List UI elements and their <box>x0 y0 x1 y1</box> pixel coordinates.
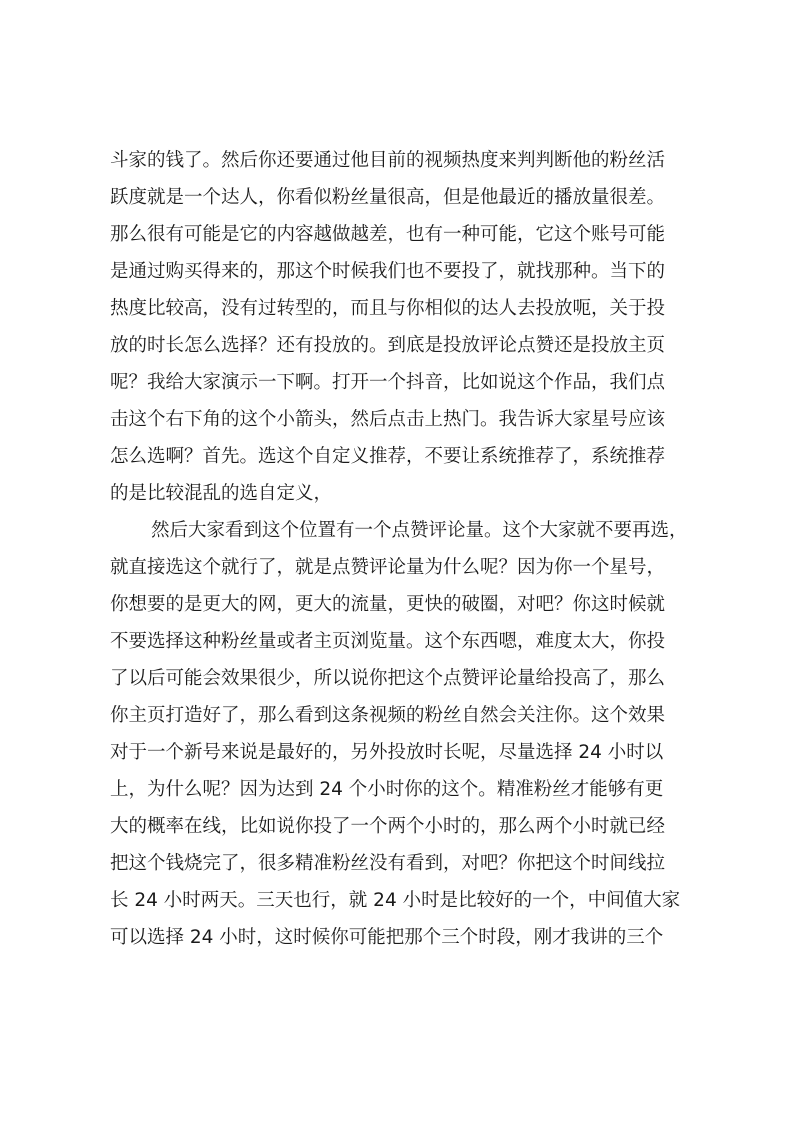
text-line: 长 24 小时两天。三天也行，就 24 小时是比较好的一个，中间值大家 <box>110 890 681 911</box>
text-line: 怎么选啊？首先。选这个自定义推荐，不要让系统推荐了，系统推荐 <box>110 446 666 467</box>
text-line: 斗家的钱了。然后你还要通过他目前的视频热度来判判断他的粉丝活 <box>110 150 666 171</box>
text-line: 然后大家看到这个位置有一个点赞评论量。这个大家就不要再选， <box>151 520 688 541</box>
text-line: 呢？我给大家演示一下啊。打开一个抖音，比如说这个作品，我们点 <box>110 372 666 393</box>
text-line: 那么很有可能是它的内容越做越差，也有一种可能，它这个账号可能 <box>110 224 666 245</box>
text-line: 对于一个新号来说是最好的，另外投放时长呢，尽量选择 24 小时以 <box>110 742 664 763</box>
text-line: 把这个钱烧完了，很多精准粉丝没有看到，对吧？你把这个时间线拉 <box>110 853 666 874</box>
text-line: 你主页打造好了，那么看到这条视频的粉丝自然会关注你。这个效果 <box>110 705 666 726</box>
text-line: 放的时长怎么选择？还有投放的。到底是投放评论点赞还是投放主页 <box>110 335 666 356</box>
text-line: 热度比较高，没有过转型的，而且与你相似的达人去投放呃，关于投 <box>110 298 666 319</box>
text-line: 的是比较混乱的选自定义， <box>110 483 333 504</box>
paragraph-2 <box>110 512 690 956</box>
body-text <box>110 142 690 956</box>
text-line: 不要选择这种粉丝量或者主页浏览量。这个东西嗯，难度太大，你投 <box>110 631 666 652</box>
paragraph-1 <box>110 142 690 512</box>
text-line: 了以后可能会效果很少，所以说你把这个点赞评论量给投高了，那么 <box>110 668 666 689</box>
text-line: 可以选择 24 小时，这时候你可能把那个三个时段，刚才我讲的三个 <box>110 927 664 948</box>
text-line: 上，为什么呢？因为达到 24 个小时你的这个。精准粉丝才能够有更 <box>110 779 664 800</box>
text-line: 就直接选这个就行了，就是点赞评论量为什么呢？因为你一个星号， <box>110 557 666 578</box>
text-line: 你想要的是更大的网，更大的流量，更快的破圈，对吧？你这时候就 <box>110 594 666 615</box>
text-line: 跃度就是一个达人，你看似粉丝量很高，但是他最近的播放量很差。 <box>110 187 666 208</box>
text-line: 是通过购买得来的，那这个时候我们也不要投了，就找那种。当下的 <box>110 261 666 282</box>
text-line: 大的概率在线，比如说你投了一个两个小时的，那么两个小时就已经 <box>110 816 666 837</box>
text-line: 击这个右下角的这个小箭头，然后点击上热门。我告诉大家星号应该 <box>110 409 666 430</box>
